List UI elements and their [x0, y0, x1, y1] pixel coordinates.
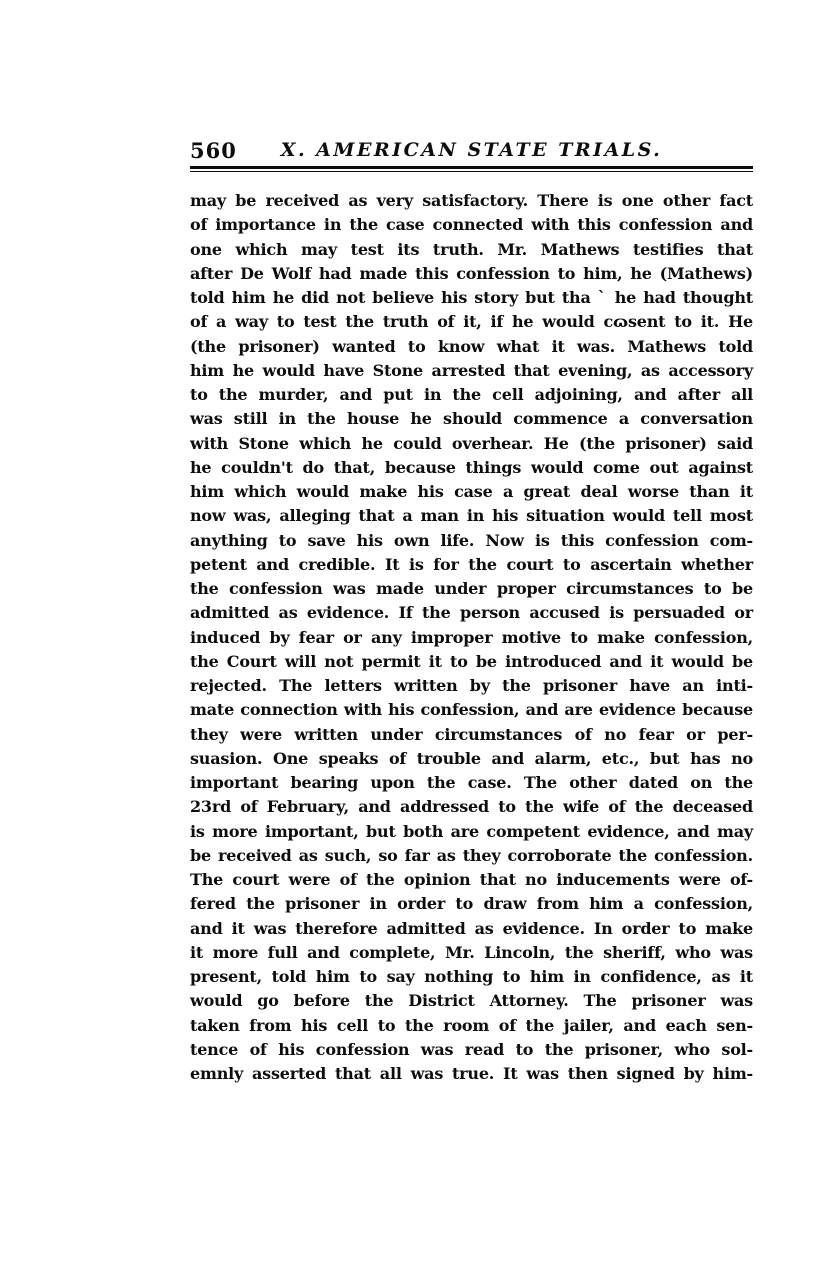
- page-header: [190, 138, 753, 164]
- text-line: is more important, but both are competent evidence, and may: [190, 821, 753, 841]
- text-line: it more full and complete, Mr. Lincoln, the sheriff, who was: [190, 942, 753, 962]
- text-line: suasion. One speaks of trouble and alarm, etc., but has no: [190, 748, 753, 768]
- text-line: now was, alleging that a man in his situation would tell most: [190, 506, 753, 526]
- header-rule: [190, 166, 753, 172]
- text-line: may be received as very satisfactory. There is one other fact: [190, 191, 753, 210]
- text-line: they were written under circumstances of no fear or per-: [190, 724, 753, 744]
- text-line: would go before the District Attorney. The prisoner was: [190, 991, 753, 1011]
- text-line: induced by fear or any improper motive to make confession,: [190, 627, 753, 647]
- text-line: admitted as evidence. If the person accused is persuaded or: [190, 603, 753, 623]
- text-line: petent and credible. It is for the court to ascertain whether: [190, 554, 753, 574]
- running-title: X. AMERICAN STATE TRIALS.: [280, 139, 663, 161]
- page-number: 560: [190, 138, 237, 163]
- text-line: anything to save his own life. Now is this confession com-: [190, 530, 753, 550]
- text-line: he couldn't do that, because things would come out against: [190, 457, 753, 477]
- text-line: rejected. The letters written by the prisoner have an inti-: [190, 676, 753, 695]
- text-line: (the prisoner) wanted to know what it was. Mathews told: [190, 336, 753, 356]
- body-text: [190, 189, 753, 1086]
- text-line: one which may test its truth. Mr. Mathews testifies that: [190, 239, 753, 259]
- text-line: to the murder, and put in the cell adjoining, and after all: [190, 385, 753, 404]
- text-line: important bearing upon the case. The other dated on the: [190, 773, 753, 792]
- text-line: and it was therefore admitted as evidence. In order to make: [190, 918, 753, 938]
- text-line: be received as such, so far as they corroborate the confession.: [190, 845, 753, 865]
- text-line: taken from his cell to the room of the jailer, and each sen-: [190, 1015, 753, 1035]
- text-line: of importance in the case connected with this confession and: [190, 215, 753, 235]
- text-line: him which would make his case a great deal worse than it: [190, 482, 753, 501]
- text-line: The court were of the opinion that no inducements were of-: [190, 870, 753, 889]
- text-line: was still in the house he should commence a conversation: [190, 409, 753, 429]
- header-rule-thin-line: [190, 171, 753, 172]
- text-line: with Stone which he could overhear. He (the prisoner) said: [190, 433, 753, 453]
- text-line: tence of his confession was read to the prisoner, who sol-: [190, 1039, 753, 1059]
- text-line: told him he did not believe his story but tha ˋ he had thought: [190, 288, 753, 307]
- text-column: [190, 138, 753, 1086]
- text-line: fered the prisoner in order to draw from him a confession,: [190, 894, 753, 914]
- header-rule-thick-line: [190, 166, 753, 169]
- text-line: present, told him to say nothing to him in confidence, as it: [190, 967, 753, 986]
- text-line: the Court will not permit it to be introduced and it would be: [190, 651, 753, 671]
- text-line: emnly asserted that all was true. It was then signed by him-: [190, 1064, 753, 1083]
- text-line: the confession was made under proper circumstances to be: [190, 579, 753, 598]
- text-line: 23rd of February, and addressed to the wife of the deceased: [190, 797, 753, 817]
- text-line: after De Wolf had made this confession to him, he (Mathews): [190, 263, 753, 283]
- text-line: of a way to test the truth of it, if he would cɷsent to it. He: [190, 312, 753, 332]
- text-line: mate connection with his confession, and are evidence because: [190, 700, 753, 720]
- text-line: him he would have Stone arrested that evening, as accessory: [190, 360, 753, 380]
